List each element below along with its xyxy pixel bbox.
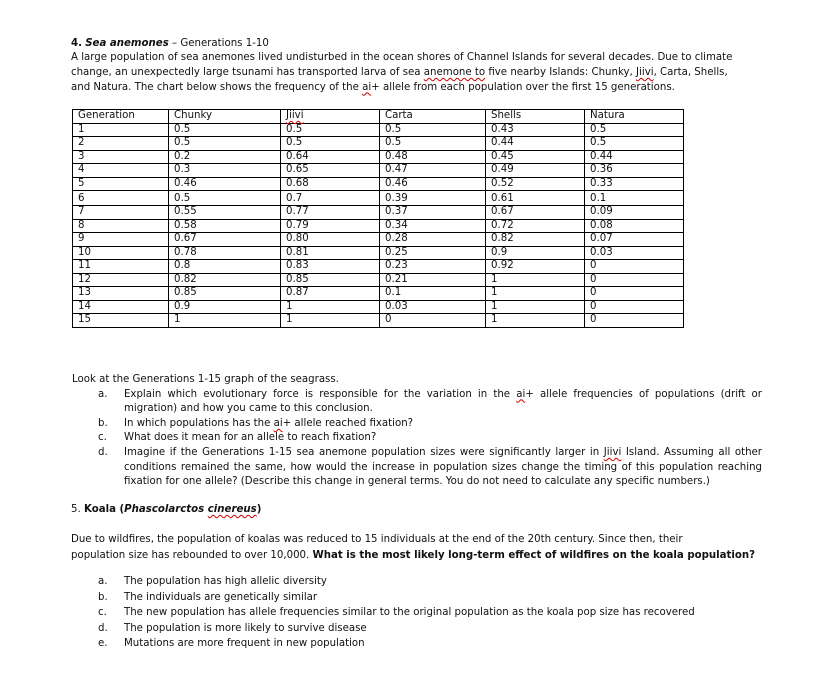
cell-chunky: 0.67 — [169, 233, 281, 247]
cell-carta: 0.1 — [380, 287, 486, 301]
section-4-title: Sea anemones — [85, 38, 169, 49]
cell-chunky: 1 — [169, 314, 281, 328]
table-body — [73, 123, 684, 327]
cell-generation: 7 — [73, 206, 169, 220]
header-generation: Generation — [73, 110, 169, 124]
cell-generation: 9 — [73, 233, 169, 247]
cell-chunky: 0.58 — [169, 219, 281, 233]
table-row — [73, 123, 684, 137]
question-item — [72, 388, 762, 417]
spellcheck-word: Jiivi — [286, 110, 304, 121]
option-label: e. — [98, 638, 108, 650]
koala-options — [72, 574, 762, 652]
cell-jiivi: 0.81 — [281, 246, 380, 260]
table-row — [73, 260, 684, 274]
cell-carta: 0.47 — [380, 164, 486, 178]
question-text-part: What does it mean for an allele to reach fixation? — [124, 432, 377, 444]
table-row — [73, 219, 684, 233]
table-row — [73, 164, 684, 178]
cell-chunky: 0.3 — [169, 164, 281, 178]
cell-jiivi: 0.64 — [281, 150, 380, 164]
cell-jiivi: 0.68 — [281, 177, 380, 191]
cell-carta: 0.48 — [380, 150, 486, 164]
cell-carta: 0.34 — [380, 219, 486, 233]
option-text: The new population has allele frequencies similar to the original population as the koala pop size has recovered — [124, 607, 695, 619]
cell-chunky: 0.85 — [169, 287, 281, 301]
table-row — [73, 191, 684, 206]
cell-shells: 0.49 — [486, 164, 585, 178]
cell-chunky: 0.46 — [169, 177, 281, 191]
table-row — [73, 314, 684, 328]
header-chunky: Chunky — [169, 110, 281, 124]
cell-generation: 3 — [73, 150, 169, 164]
section-4-number: 4. — [71, 38, 82, 49]
spellcheck-word: Jiivi — [636, 66, 654, 78]
section-4-questions — [72, 373, 762, 490]
cell-generation: 14 — [73, 300, 169, 314]
cell-natura: 0 — [585, 273, 684, 287]
option-label: b. — [98, 591, 108, 603]
question-label: b. — [98, 417, 108, 429]
cell-shells: 0.92 — [486, 260, 585, 274]
cell-natura: 0.07 — [585, 233, 684, 247]
cell-chunky: 0.82 — [169, 273, 281, 287]
koala-intro-line-1: Due to wildfires, the population of koalas was reduced to 15 individuals at the end of the 20th century. Since then, their — [71, 534, 683, 545]
cell-carta: 0 — [380, 314, 486, 328]
table-row — [73, 137, 684, 151]
cell-shells: 0.44 — [486, 137, 585, 151]
header-shells: Shells — [486, 110, 585, 124]
option-label: d. — [98, 622, 108, 634]
cell-jiivi: 0.85 — [281, 273, 380, 287]
cell-chunky: 0.5 — [169, 123, 281, 137]
section-4-heading — [71, 37, 771, 50]
cell-shells: 0.72 — [486, 219, 585, 233]
cell-jiivi: 1 — [281, 300, 380, 314]
cell-chunky: 0.5 — [169, 137, 281, 151]
cell-jiivi: 0.65 — [281, 164, 380, 178]
spellcheck-word: anemone to — [423, 66, 486, 78]
cell-generation: 13 — [73, 287, 169, 301]
cell-chunky: 0.5 — [169, 191, 281, 206]
cell-shells: 0.61 — [486, 191, 585, 206]
option-text: Mutations are more frequent in new population — [124, 638, 365, 650]
table-row — [73, 246, 684, 260]
cell-carta: 0.5 — [380, 137, 486, 151]
intro-line-3 — [71, 81, 771, 96]
cell-carta: 0.46 — [380, 177, 486, 191]
cell-generation: 12 — [73, 273, 169, 287]
cell-shells: 0.45 — [486, 150, 585, 164]
cell-generation: 8 — [73, 219, 169, 233]
table-row — [73, 273, 684, 287]
cell-carta: 0.21 — [380, 273, 486, 287]
section-4-intro — [71, 51, 771, 95]
intro-text: + allele from each population over the first 15 generations. — [371, 81, 675, 93]
cell-generation: 5 — [73, 177, 169, 191]
question-text-part: Explain which evolutionary force is responsible for the variation in the — [124, 388, 517, 400]
section-4-subtitle: – Generations 1-10 — [168, 38, 269, 49]
intro-line-2 — [71, 66, 771, 81]
cell-shells: 1 — [486, 287, 585, 301]
answer-option — [72, 574, 762, 590]
question-item — [72, 446, 762, 490]
koala-intro-line-2 — [71, 548, 771, 564]
header-natura: Natura — [585, 110, 684, 124]
header-carta: Carta — [380, 110, 486, 124]
question-label: a. — [98, 388, 108, 400]
table-row — [73, 233, 684, 247]
question-text — [124, 446, 762, 490]
spellcheck-word: ai — [273, 417, 283, 429]
answer-option — [72, 590, 762, 606]
cell-chunky: 0.55 — [169, 206, 281, 220]
cell-natura: 0.44 — [585, 150, 684, 164]
cell-natura: 0.1 — [585, 191, 684, 206]
intro-text: five nearby Islands: Chunky, — [485, 66, 637, 78]
cell-natura: 0 — [585, 287, 684, 301]
cell-shells: 0.52 — [486, 177, 585, 191]
question-text — [124, 431, 762, 446]
option-label: c. — [98, 607, 107, 619]
option-text: The population has high allelic diversity — [124, 576, 327, 587]
intro-text: change, an unexpectedly large tsunami has transported larva of sea — [71, 66, 424, 78]
cell-jiivi: 0.83 — [281, 260, 380, 274]
cell-shells: 0.67 — [486, 206, 585, 220]
cell-natura: 0.03 — [585, 246, 684, 260]
cell-shells: 0.82 — [486, 233, 585, 247]
cell-shells: 0.9 — [486, 246, 585, 260]
table-row — [73, 177, 684, 191]
cell-shells: 1 — [486, 300, 585, 314]
cell-generation: 4 — [73, 164, 169, 178]
question-text-part: Island. Assuming all other conditions remained the same, how would the increase in population sizes change the timing of this population reaching fixation for one allele? (Describe this change in general terms. You do not need to calculate any specific numbers.) — [124, 446, 762, 488]
question-label: c. — [98, 432, 107, 444]
cell-shells: 1 — [486, 314, 585, 328]
cell-natura: 0.08 — [585, 219, 684, 233]
section-5-heading — [71, 503, 771, 516]
section-5-paren: ( — [115, 504, 125, 515]
question-label: d. — [98, 446, 108, 458]
cell-carta: 0.23 — [380, 260, 486, 274]
table-header-row — [73, 110, 684, 124]
section-5-title: Koala — [83, 504, 116, 515]
questions-lead: Look at the Generations 1-15 graph of the seagrass. — [72, 374, 339, 385]
option-text: The individuals are genetically similar — [124, 591, 318, 603]
cell-carta: 0.03 — [380, 300, 486, 314]
intro-text: , Carta, Shells, — [653, 66, 728, 78]
section-5-paren: ) — [256, 504, 262, 515]
section-5-genus: Phascolarctos — [124, 504, 208, 515]
question-text-part: + allele frequencies of populations (drift or migration) and how you came to this conclusion. — [124, 388, 762, 415]
cell-chunky: 0.78 — [169, 246, 281, 260]
section-5-intro — [71, 532, 771, 564]
cell-carta: 0.5 — [380, 123, 486, 137]
answer-option — [72, 636, 762, 652]
cell-generation: 2 — [73, 137, 169, 151]
koala-question: What is the most likely long-term effect of wildfires on the koala population? — [312, 550, 756, 561]
question-list — [72, 388, 762, 490]
cell-generation: 6 — [73, 191, 169, 206]
question-text-part: Imagine if the Generations 1-15 sea anemone population sizes were significantly larger in — [124, 446, 604, 458]
cell-jiivi: 1 — [281, 314, 380, 328]
cell-natura: 0.36 — [585, 164, 684, 178]
section-5-species: cinereus — [207, 504, 257, 515]
option-text: The population is more likely to survive disease — [124, 622, 367, 634]
section-5-number: 5. — [71, 504, 81, 515]
question-item — [72, 431, 762, 446]
cell-natura: 0.5 — [585, 137, 684, 151]
cell-natura: 0 — [585, 300, 684, 314]
cell-chunky: 0.8 — [169, 260, 281, 274]
cell-carta: 0.25 — [380, 246, 486, 260]
cell-generation: 1 — [73, 123, 169, 137]
answer-option — [72, 621, 762, 637]
intro-text: population size has rebounded to over 10,000. — [71, 550, 313, 561]
cell-natura: 0.5 — [585, 123, 684, 137]
table-row — [73, 206, 684, 220]
cell-jiivi: 0.79 — [281, 219, 380, 233]
table-row — [73, 150, 684, 164]
answer-option — [72, 605, 762, 621]
table-row — [73, 287, 684, 301]
question-text-part: + allele reached fixation? — [282, 417, 414, 429]
cell-generation: 15 — [73, 314, 169, 328]
question-item — [72, 417, 762, 432]
cell-natura: 0 — [585, 260, 684, 274]
cell-jiivi: 0.7 — [281, 191, 380, 206]
question-text — [124, 417, 762, 432]
question-text — [124, 388, 762, 417]
spellcheck-word: Jiivi — [603, 446, 622, 458]
cell-shells: 1 — [486, 273, 585, 287]
cell-jiivi: 0.87 — [281, 287, 380, 301]
cell-jiivi: 0.77 — [281, 206, 380, 220]
cell-carta: 0.37 — [380, 206, 486, 220]
allele-frequency-table — [72, 109, 684, 328]
cell-carta: 0.39 — [380, 191, 486, 206]
intro-line-1: A large population of sea anemones lived undisturbed in the ocean shores of Channel Islands for several decades. Due to climate — [71, 52, 733, 63]
intro-text: and Natura. The chart below shows the frequency of the — [71, 81, 363, 93]
cell-natura: 0 — [585, 314, 684, 328]
cell-natura: 0.09 — [585, 206, 684, 220]
table-row — [73, 300, 684, 314]
option-label: a. — [98, 576, 108, 587]
cell-generation: 10 — [73, 246, 169, 260]
cell-jiivi: 0.80 — [281, 233, 380, 247]
cell-chunky: 0.2 — [169, 150, 281, 164]
question-text-part: In which populations has the — [124, 417, 274, 429]
cell-jiivi: 0.5 — [281, 137, 380, 151]
cell-chunky: 0.9 — [169, 300, 281, 314]
cell-shells: 0.43 — [486, 123, 585, 137]
header-jiivi — [281, 110, 380, 124]
cell-carta: 0.28 — [380, 233, 486, 247]
spellcheck-word: ai — [516, 388, 526, 400]
cell-jiivi: 0.5 — [281, 123, 380, 137]
spellcheck-word: ai — [362, 81, 372, 93]
cell-natura: 0.33 — [585, 177, 684, 191]
cell-generation: 11 — [73, 260, 169, 274]
